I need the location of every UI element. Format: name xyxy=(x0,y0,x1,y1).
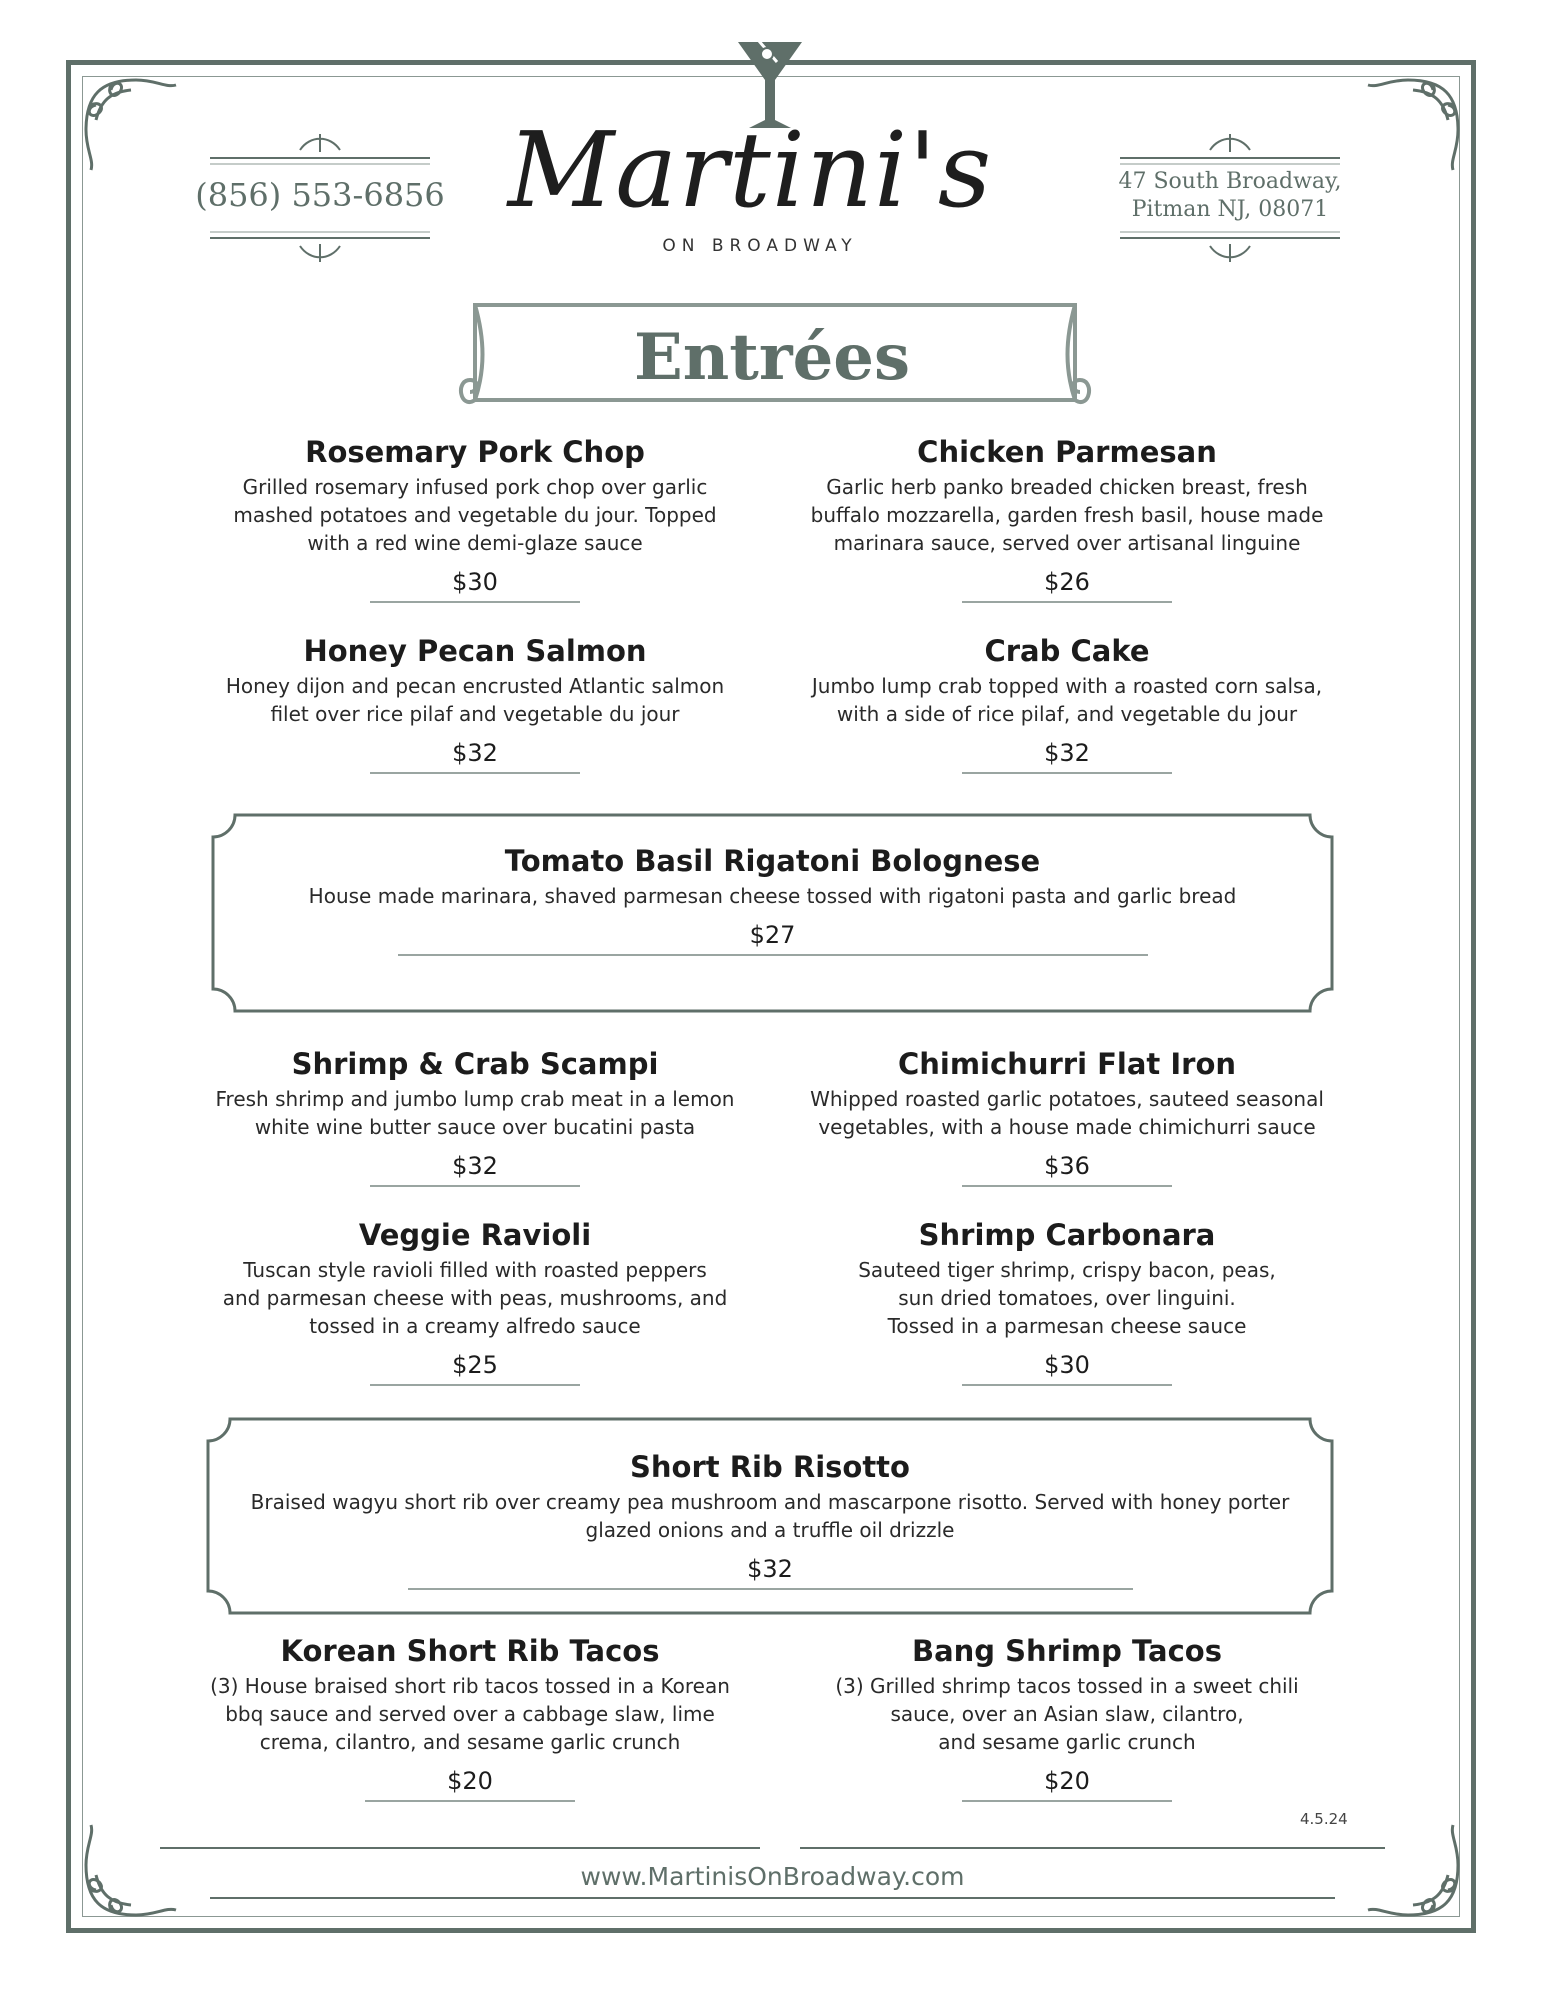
corner-flourish-icon xyxy=(1358,70,1468,180)
description-line: with a side of rice pilaf, and vegetable du jour xyxy=(836,702,1298,726)
description-line: Sauteed tiger shrimp, crispy bacon, peas, xyxy=(858,1258,1276,1282)
date-code: 4.5.24 xyxy=(1300,1810,1348,1828)
menu-item xyxy=(787,433,1347,603)
menu-item-price: $30 xyxy=(1044,1351,1090,1379)
description-line: Honey dijon and pecan encrusted Atlantic salmon xyxy=(225,674,725,698)
menu-item xyxy=(190,1632,750,1802)
phone-number: (856) 553-6856 xyxy=(195,176,445,214)
menu-item-description xyxy=(787,1256,1347,1340)
menu-item xyxy=(195,1045,755,1187)
description-line: and parmesan cheese with peas, mushrooms, and xyxy=(222,1286,728,1310)
menu-item-description xyxy=(195,1085,755,1141)
description-line: white wine butter sauce over bucatini pasta xyxy=(254,1115,696,1139)
section-title: Entrées xyxy=(633,320,911,395)
menu-item-name: Korean Short Rib Tacos xyxy=(280,1634,660,1668)
price-rule xyxy=(370,772,580,774)
description-line: Grilled rosemary infused pork chop over garlic xyxy=(242,475,708,499)
menu-item xyxy=(787,632,1347,774)
menu-item-name: Tomato Basil Rigatoni Bolognese xyxy=(504,844,1041,878)
website-link[interactable]: www.MartinisOnBroadway.com xyxy=(580,1862,965,1891)
description-line: bbq sauce and served over a cabbage slaw, lime xyxy=(225,1702,715,1726)
description-line: marinara sauce, served over artisanal linguine xyxy=(833,531,1301,555)
menu-item-price: $30 xyxy=(452,568,498,596)
price-rule xyxy=(962,601,1172,603)
logo-wordmark: Martini's xyxy=(507,109,993,231)
address-line-1: 47 South Broadway, xyxy=(1118,169,1342,194)
description-line: buffalo mozzarella, garden fresh basil, house made xyxy=(810,503,1324,527)
description-line: Fresh shrimp and jumbo lump crab meat in a lemon xyxy=(215,1087,735,1111)
menu-item-price: $27 xyxy=(749,921,796,949)
menu-item xyxy=(787,1045,1347,1187)
menu-item-price: $32 xyxy=(1044,739,1090,767)
menu-item-price: $25 xyxy=(452,1351,498,1379)
price-rule xyxy=(962,772,1172,774)
featured-menu-item xyxy=(260,842,1285,956)
menu-item-price: $26 xyxy=(1044,568,1090,596)
description-line: with a red wine demi-glaze sauce xyxy=(307,531,643,555)
description-line: Whipped roasted garlic potatoes, sauteed seasonal xyxy=(810,1087,1324,1111)
menu-item-price: $32 xyxy=(452,1152,498,1180)
menu-item-description xyxy=(190,1672,750,1756)
description-line: Jumbo lump crab topped with a roasted corn salsa, xyxy=(811,674,1323,698)
price-rule xyxy=(398,954,1148,956)
description-line: Tuscan style ravioli filled with roasted peppers xyxy=(243,1258,707,1282)
logo-subtitle: ON BROADWAY xyxy=(662,236,858,256)
price-rule xyxy=(962,1185,1172,1187)
price-rule xyxy=(370,1384,580,1386)
menu-item-price: $20 xyxy=(1044,1767,1090,1795)
corner-flourish-icon xyxy=(76,70,186,180)
price-rule xyxy=(962,1800,1172,1802)
description-line: sauce, over an Asian slaw, cilantro, xyxy=(890,1702,1244,1726)
menu-item-name: Chicken Parmesan xyxy=(917,435,1217,469)
description-line: (3) House braised short rib tacos tossed in a Korean xyxy=(210,1674,730,1698)
menu-item-name: Shrimp Carbonara xyxy=(918,1218,1216,1252)
price-rule xyxy=(370,601,580,603)
price-rule xyxy=(962,1384,1172,1386)
description-line: crema, cilantro, and sesame garlic crunch xyxy=(259,1730,681,1754)
menu-item-name: Chimichurri Flat Iron xyxy=(897,1047,1237,1081)
description-line: Braised wagyu short rib over creamy pea mushroom and mascarpone risotto. Served with honey porter xyxy=(250,1490,1290,1514)
menu-item xyxy=(195,632,755,774)
menu-item-description xyxy=(787,1085,1347,1141)
menu-item-price: $20 xyxy=(447,1767,493,1795)
description-line: House made marinara, shaved parmesan cheese tossed with rigatoni pasta and garlic bread xyxy=(308,884,1237,908)
description-line: mashed potatoes and vegetable du jour. Topped xyxy=(233,503,717,527)
description-line: (3) Grilled shrimp tacos tossed in a sweet chili xyxy=(835,1674,1299,1698)
menu-item-description xyxy=(787,473,1347,557)
description-line: filet over rice pilaf and vegetable du jour xyxy=(270,702,680,726)
menu-item-description xyxy=(787,672,1347,728)
menu-item xyxy=(787,1632,1347,1802)
menu-item-description xyxy=(260,882,1285,910)
price-rule xyxy=(365,1800,575,1802)
price-rule xyxy=(408,1588,1133,1590)
menu-item-name: Rosemary Pork Chop xyxy=(305,435,645,469)
description-line: Garlic herb panko breaded chicken breast, fresh xyxy=(826,475,1308,499)
menu-item xyxy=(195,1216,755,1386)
price-rule xyxy=(370,1185,580,1187)
menu-item-description xyxy=(195,1256,755,1340)
menu-item-description xyxy=(195,672,755,728)
address xyxy=(1100,168,1360,224)
featured-menu-item xyxy=(235,1448,1305,1590)
menu-item-name: Honey Pecan Salmon xyxy=(303,634,647,668)
menu-item-description xyxy=(195,473,755,557)
menu-item-price: $32 xyxy=(747,1555,793,1583)
menu-item-description xyxy=(787,1672,1347,1756)
menu-item xyxy=(787,1216,1347,1386)
description-line: sun dried tomatoes, over linguini. xyxy=(898,1286,1236,1310)
description-line: tossed in a creamy alfredo sauce xyxy=(309,1314,641,1338)
description-line: and sesame garlic crunch xyxy=(938,1730,1196,1754)
menu-item-name: Shrimp & Crab Scampi xyxy=(291,1047,659,1081)
menu-item-name: Short Rib Risotto xyxy=(630,1450,910,1484)
address-line-2: Pitman NJ, 08071 xyxy=(1131,197,1329,222)
description-line: Tossed in a parmesan cheese sauce xyxy=(887,1314,1247,1338)
menu-item-price: $32 xyxy=(452,739,498,767)
description-line: vegetables, with a house made chimichurri sauce xyxy=(818,1115,1316,1139)
menu-item-name: Crab Cake xyxy=(984,634,1150,668)
menu-item-name: Bang Shrimp Tacos xyxy=(911,1634,1222,1668)
menu-item-description xyxy=(235,1488,1305,1544)
menu-item-price: $36 xyxy=(1044,1152,1090,1180)
menu-item xyxy=(195,433,755,603)
menu-item-name: Veggie Ravioli xyxy=(358,1218,592,1252)
description-line: glazed onions and a truffle oil drizzle xyxy=(585,1518,955,1542)
